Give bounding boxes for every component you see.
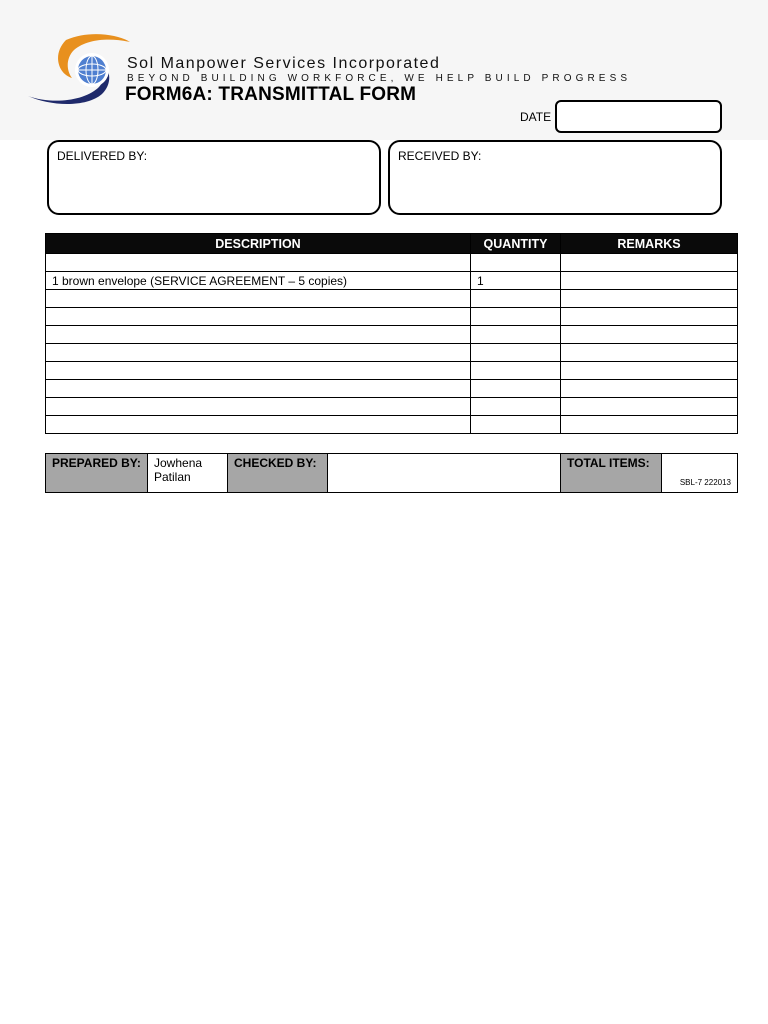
column-header-description: DESCRIPTION bbox=[46, 234, 471, 254]
table-row bbox=[46, 362, 738, 380]
remarks-cell[interactable] bbox=[561, 398, 738, 416]
description-cell[interactable] bbox=[46, 254, 471, 272]
total-items-value[interactable] bbox=[662, 454, 738, 493]
prepared-by-name[interactable] bbox=[148, 454, 228, 493]
company-name: Sol Manpower Services Incorporated bbox=[127, 55, 441, 72]
table-row bbox=[46, 308, 738, 326]
remarks-cell[interactable] bbox=[561, 308, 738, 326]
remarks-cell[interactable] bbox=[561, 380, 738, 398]
received-by-box[interactable] bbox=[388, 140, 722, 215]
items-table bbox=[45, 233, 738, 434]
quantity-cell[interactable] bbox=[471, 308, 561, 326]
quantity-cell[interactable] bbox=[471, 344, 561, 362]
description-cell[interactable] bbox=[46, 398, 471, 416]
checked-by-label: CHECKED BY: bbox=[228, 454, 328, 493]
remarks-cell[interactable] bbox=[561, 254, 738, 272]
remarks-cell[interactable] bbox=[561, 290, 738, 308]
table-row bbox=[46, 290, 738, 308]
form-title: FORM6A: TRANSMITTAL FORM bbox=[125, 84, 417, 105]
description-cell[interactable] bbox=[46, 308, 471, 326]
description-cell[interactable] bbox=[46, 380, 471, 398]
description-cell[interactable] bbox=[46, 290, 471, 308]
date-field[interactable] bbox=[555, 100, 722, 133]
quantity-cell[interactable] bbox=[471, 326, 561, 344]
prepared-by-label: PREPARED BY: bbox=[46, 454, 148, 493]
remarks-cell[interactable] bbox=[561, 362, 738, 380]
table-row bbox=[46, 416, 738, 434]
description-cell[interactable] bbox=[46, 416, 471, 434]
checked-by-value[interactable] bbox=[328, 454, 561, 493]
quantity-cell[interactable] bbox=[471, 254, 561, 272]
description-cell[interactable]: 1 brown envelope (SERVICE AGREEMENT – 5 copies) bbox=[46, 272, 471, 290]
prepared-by-name-last: Patilan bbox=[154, 470, 191, 484]
signoff-table bbox=[45, 453, 738, 493]
table-row bbox=[46, 344, 738, 362]
delivered-by-box[interactable] bbox=[47, 140, 381, 215]
quantity-cell[interactable] bbox=[471, 380, 561, 398]
description-cell[interactable] bbox=[46, 326, 471, 344]
remarks-cell[interactable] bbox=[561, 326, 738, 344]
table-row bbox=[46, 398, 738, 416]
table-header-row bbox=[46, 234, 738, 254]
form-code: SBL-7 222013 bbox=[679, 478, 731, 487]
prepared-by-name-first: Jowhena bbox=[154, 456, 203, 470]
received-by-label: RECEIVED BY: bbox=[398, 149, 482, 163]
quantity-cell[interactable] bbox=[471, 416, 561, 434]
date-label: DATE bbox=[520, 110, 552, 124]
quantity-cell[interactable] bbox=[471, 398, 561, 416]
description-cell[interactable] bbox=[46, 362, 471, 380]
company-tagline: BEYOND BUILDING WORKFORCE, WE HELP BUILD PROGRESS bbox=[127, 73, 632, 84]
remarks-cell[interactable] bbox=[561, 344, 738, 362]
remarks-cell[interactable] bbox=[561, 272, 738, 290]
signoff-row bbox=[46, 454, 738, 493]
total-items-label: TOTAL ITEMS: bbox=[561, 454, 662, 493]
table-row bbox=[46, 254, 738, 272]
column-header-remarks: REMARKS bbox=[561, 234, 738, 254]
delivered-by-label: DELIVERED BY: bbox=[57, 149, 148, 163]
table-row bbox=[46, 272, 738, 290]
quantity-cell[interactable]: 1 bbox=[471, 272, 561, 290]
remarks-cell[interactable] bbox=[561, 416, 738, 434]
table-row bbox=[46, 380, 738, 398]
quantity-cell[interactable] bbox=[471, 290, 561, 308]
table-row bbox=[46, 326, 738, 344]
column-header-quantity: QUANTITY bbox=[471, 234, 561, 254]
description-cell[interactable] bbox=[46, 344, 471, 362]
company-logo-icon bbox=[26, 32, 130, 106]
quantity-cell[interactable] bbox=[471, 362, 561, 380]
